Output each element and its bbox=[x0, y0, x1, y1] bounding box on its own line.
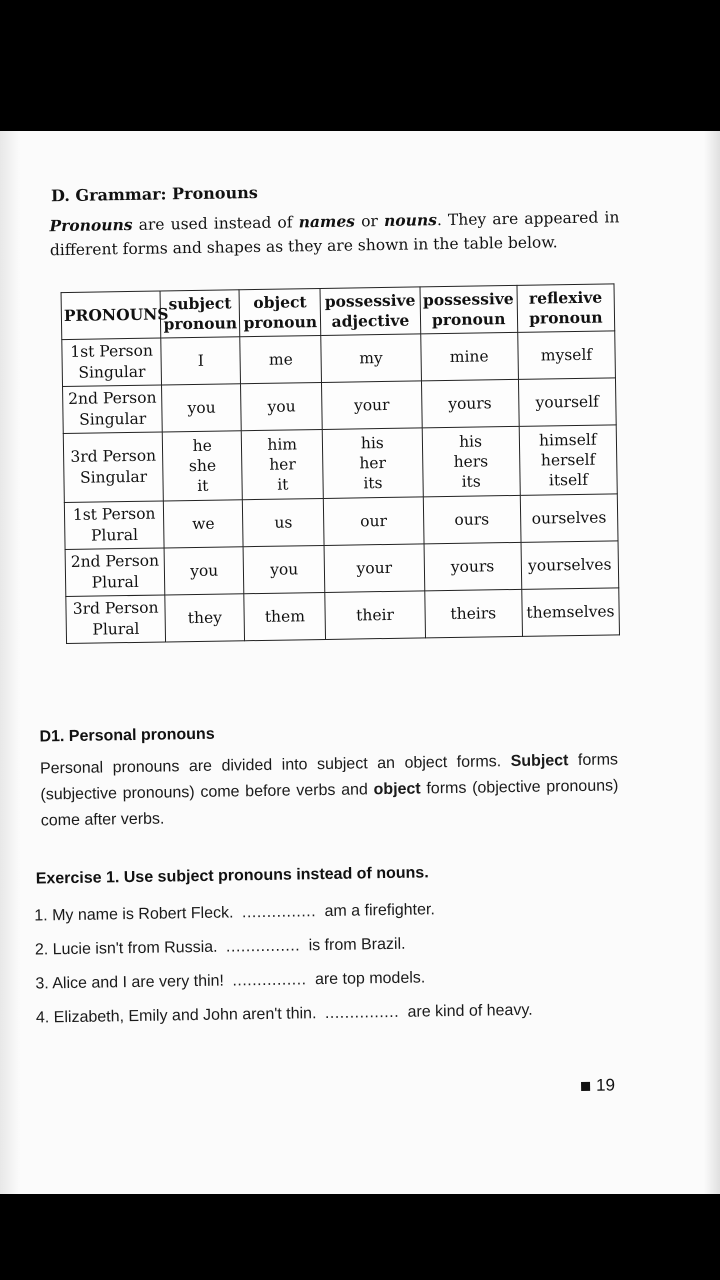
object-cell: me bbox=[240, 335, 322, 383]
exercise-sentence-end: am a firefighter. bbox=[324, 901, 435, 920]
table-row bbox=[63, 425, 617, 503]
exercise-sentence-start: 4. Elizabeth, Emily and John aren't thin. bbox=[35, 1005, 317, 1027]
header-reflexive-pronoun: reflexive pronoun bbox=[517, 284, 615, 333]
possessive-pronoun-cell: yours bbox=[421, 379, 519, 428]
d1-text: forms (objective pronouns) come after verbs. bbox=[40, 777, 619, 830]
header-pronouns: PRONOUNS bbox=[61, 291, 161, 340]
reflexive-cell: yourselves bbox=[521, 541, 619, 590]
person-cell: 1st Person Singular bbox=[62, 338, 162, 387]
exercise-sentence-end: is from Brazil. bbox=[308, 935, 406, 955]
possessive-adjective-cell: my bbox=[321, 334, 421, 383]
reflexive-cell: yourself bbox=[518, 378, 616, 427]
d1-title: D1. Personal pronouns bbox=[39, 725, 215, 746]
person-cell: 3rd Person Singular bbox=[63, 432, 163, 503]
object-cell: you bbox=[241, 382, 323, 430]
book-page bbox=[0, 131, 720, 1194]
header-object-pronoun: object pronoun bbox=[239, 288, 321, 336]
object-cell: them bbox=[244, 592, 326, 640]
exercise-blank: ............... bbox=[225, 937, 301, 956]
header-possessive-adjective: possessive adjective bbox=[320, 287, 420, 336]
possessive-pronoun-cell: ours bbox=[423, 495, 521, 544]
intro-text: are used instead of bbox=[132, 213, 299, 234]
possessive-adjective-cell: their bbox=[325, 591, 425, 640]
page-number bbox=[581, 1075, 615, 1096]
possessive-pronoun-cell: his hers its bbox=[422, 426, 520, 497]
reflexive-cell: himself herself itself bbox=[519, 425, 617, 496]
intro-paragraph bbox=[49, 205, 620, 262]
page-content bbox=[0, 131, 720, 1194]
reflexive-cell: myself bbox=[517, 331, 615, 380]
section-title: D. Grammar: Pronouns bbox=[50, 182, 258, 206]
person-cell: 2nd Person Singular bbox=[63, 385, 163, 434]
object-cell: us bbox=[243, 498, 325, 546]
object-cell: you bbox=[243, 545, 325, 593]
exercise-blank: ............... bbox=[324, 1003, 400, 1023]
table-body bbox=[62, 331, 620, 644]
exercise-sentence-end: are kind of heavy. bbox=[407, 1001, 533, 1021]
intro-term-nouns: nouns bbox=[383, 210, 438, 230]
intro-term-names: names bbox=[298, 211, 356, 232]
possessive-adjective-cell: your bbox=[322, 381, 422, 430]
d1-paragraph bbox=[40, 747, 619, 834]
exercise-blank: ............... bbox=[232, 971, 307, 990]
possessive-adjective-cell: his her its bbox=[322, 428, 422, 499]
pronouns-table bbox=[61, 283, 620, 644]
d1-term-subject: Subject bbox=[510, 752, 569, 771]
header-possessive-pronoun: possessive pronoun bbox=[420, 285, 518, 334]
possessive-pronoun-cell: yours bbox=[424, 542, 522, 591]
exercise-blank: ............... bbox=[241, 903, 317, 922]
d1-text: forms (subjective pronouns) come before verbs and bbox=[40, 751, 619, 804]
exercise-sentence-start: 2. Lucie isn't from Russia. bbox=[34, 938, 218, 959]
possessive-adjective-cell: your bbox=[324, 544, 424, 593]
intro-text: or bbox=[354, 211, 385, 231]
d1-term-object: object bbox=[373, 780, 421, 799]
subject-cell: he she it bbox=[162, 431, 242, 501]
subject-cell: I bbox=[161, 337, 241, 385]
reflexive-cell: themselves bbox=[521, 588, 619, 637]
person-cell: 3rd Person Plural bbox=[66, 595, 166, 644]
intro-term-pronouns: Pronouns bbox=[49, 214, 133, 236]
exercise-sentence-end: are top models. bbox=[314, 969, 426, 989]
exercise-list bbox=[34, 895, 616, 1040]
reflexive-cell: ourselves bbox=[520, 494, 618, 543]
object-cell: him her it bbox=[241, 429, 323, 499]
person-cell: 1st Person Plural bbox=[64, 501, 164, 550]
exercise-sentence-start: 1. My name is Robert Fleck. bbox=[34, 904, 234, 925]
exercise-sentence-start: 3. Alice and I are very thin! bbox=[35, 972, 225, 993]
person-cell: 2nd Person Plural bbox=[65, 548, 165, 597]
possessive-pronoun-cell: mine bbox=[420, 332, 518, 381]
possessive-pronoun-cell: theirs bbox=[424, 589, 522, 638]
intro-text: . They are appeared in different forms and shapes as they are shown in the table below. bbox=[49, 208, 620, 260]
table-row bbox=[66, 588, 620, 644]
d1-text: Personal pronouns are divided into subject an object forms. bbox=[39, 753, 511, 778]
subject-cell: we bbox=[164, 500, 244, 548]
square-bullet-icon bbox=[581, 1081, 590, 1090]
subject-cell: you bbox=[162, 384, 242, 432]
possessive-adjective-cell: our bbox=[324, 497, 424, 546]
header-subject-pronoun: subject pronoun bbox=[160, 290, 240, 338]
page-number-text: 19 bbox=[595, 1075, 616, 1095]
subject-cell: you bbox=[164, 547, 244, 595]
subject-cell: they bbox=[165, 594, 245, 642]
exercise-title: Exercise 1. Use subject pronouns instead of nouns. bbox=[35, 864, 429, 888]
